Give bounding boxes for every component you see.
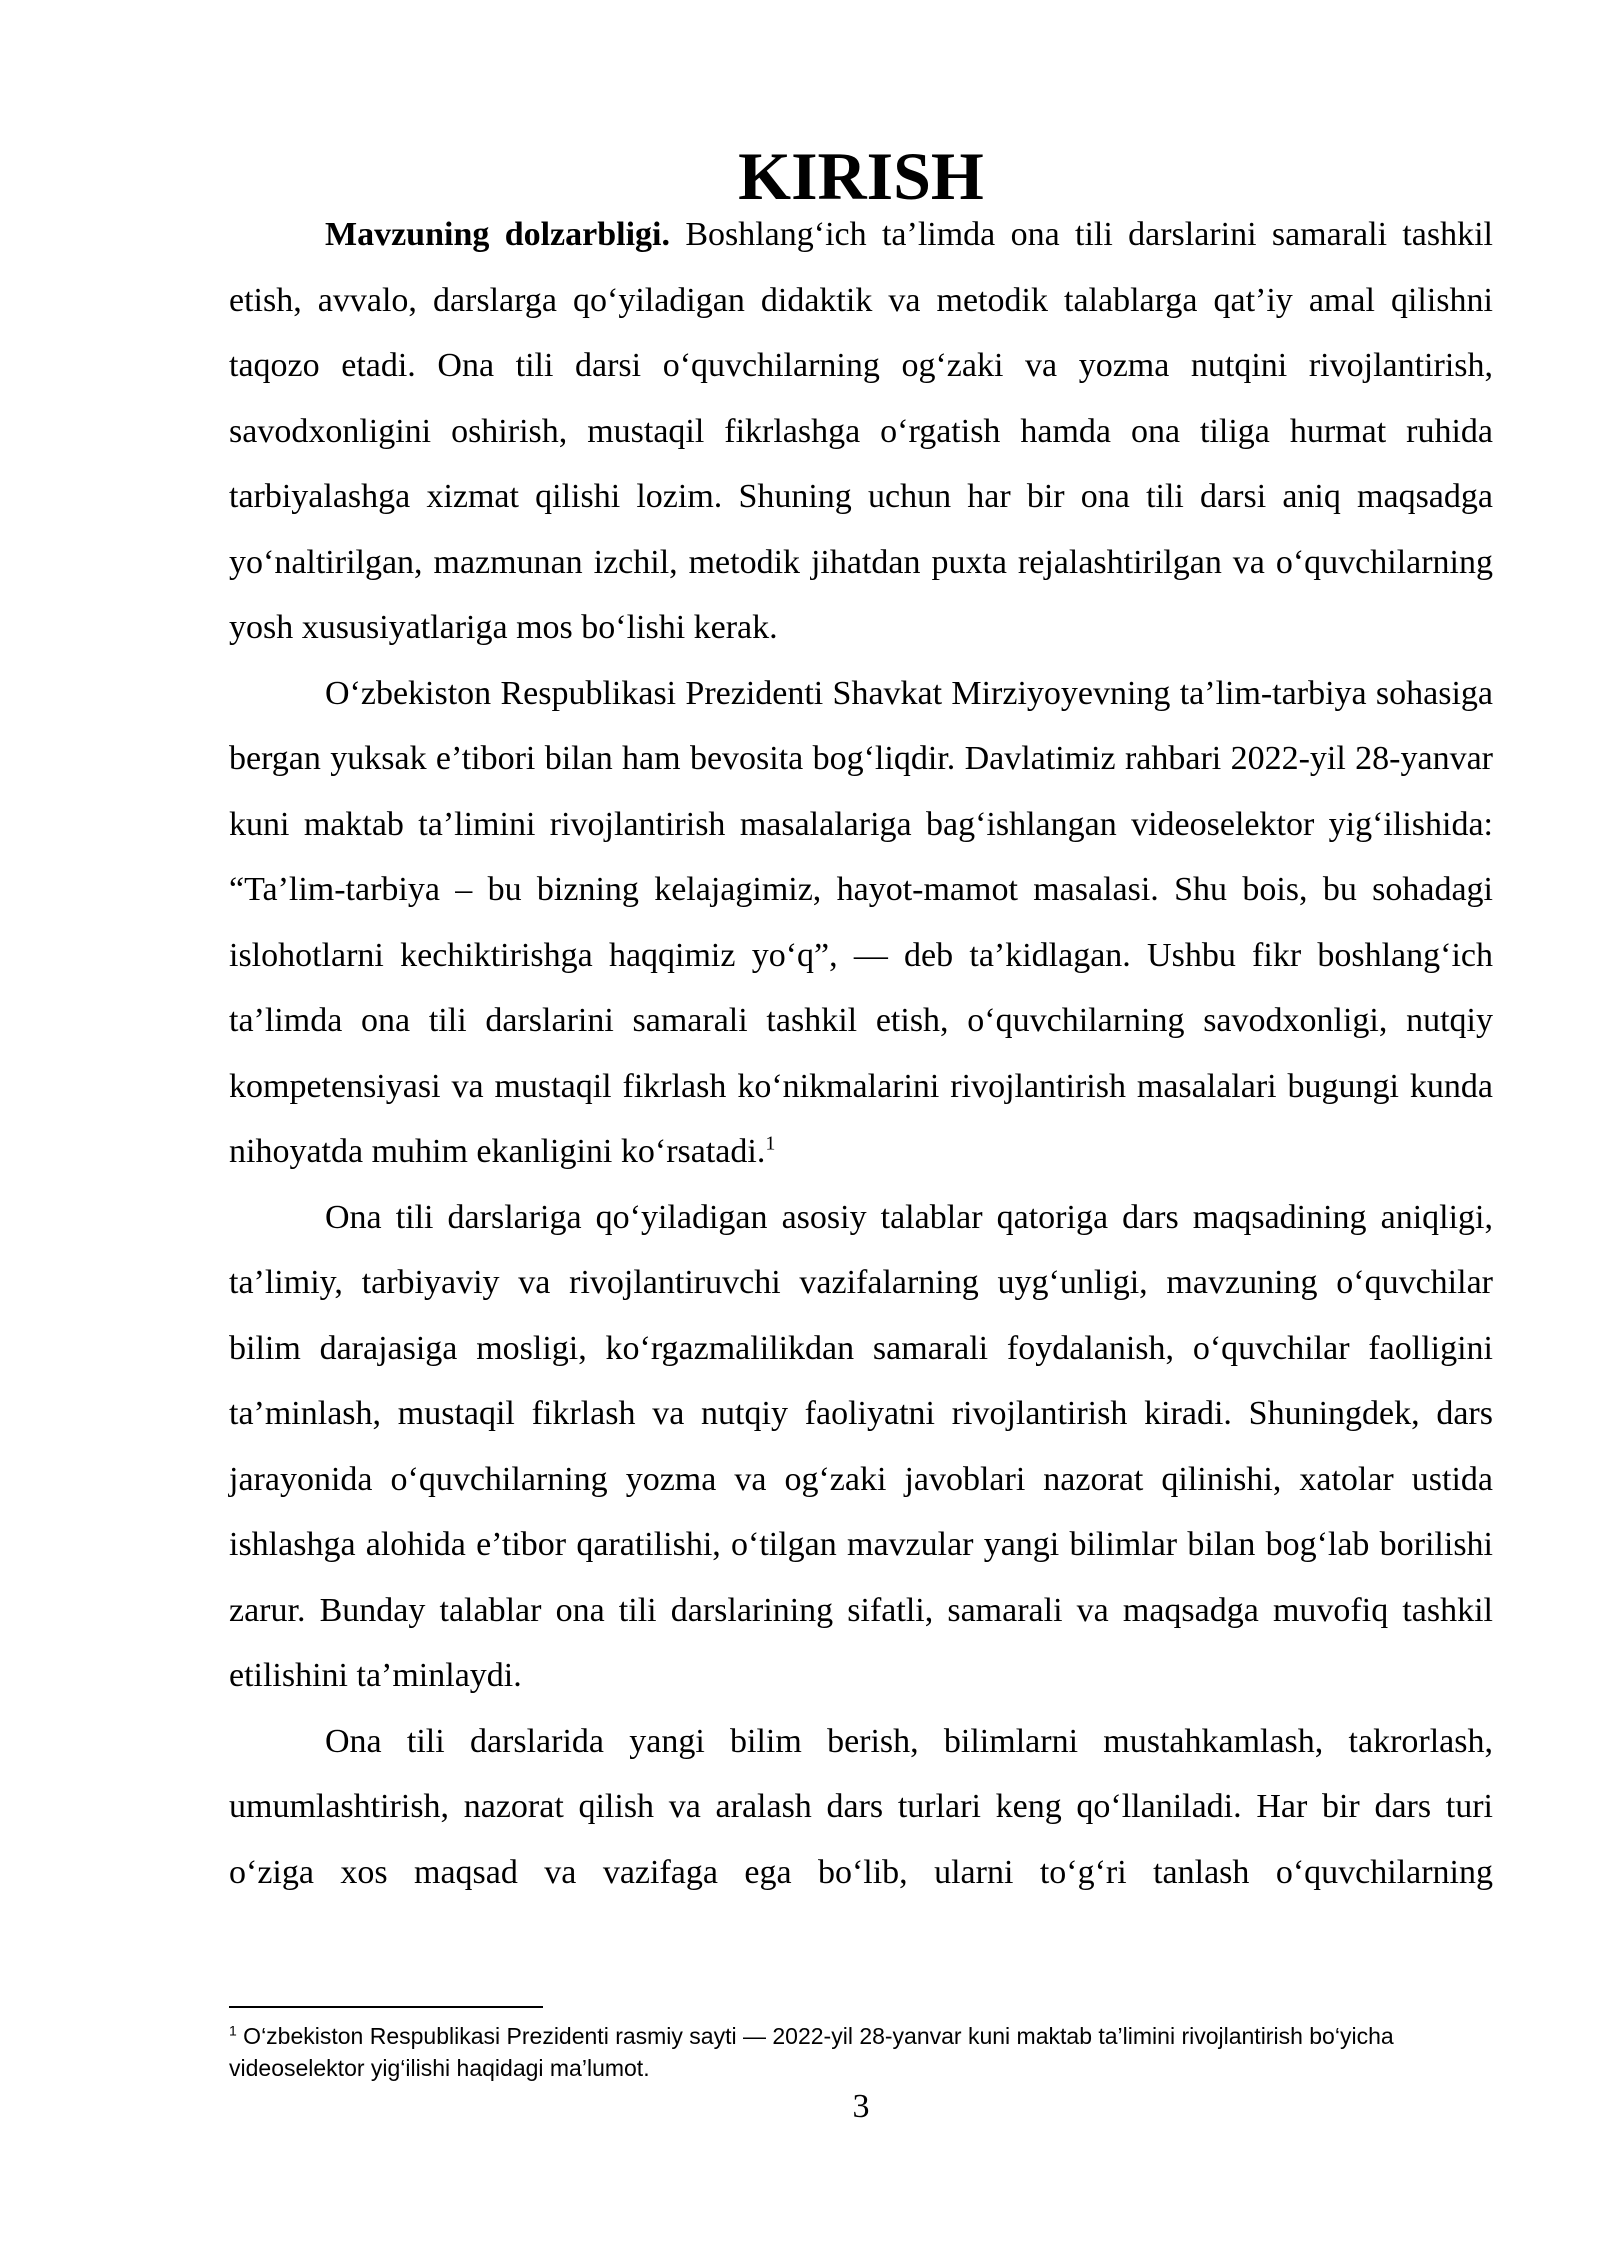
section-lead: Mavzuning dolzarbligi. (325, 216, 670, 253)
paragraph-text: Boshlang‘ich ta’limda ona tili darslarini samarali tashkil etish, avvalo, darslarga qo‘yiladigan didaktik va metodik talablarga qat’iy amal qilishni taqozo etadi. Ona tili darsi o‘quvchilarning og‘zaki va yozma nutqini rivojlantirish, savodxonligini oshirish, mustaqil fikrlashga o‘rgatish hamda ona tiliga hurmat ruhida tarbiyalashga xizmat qilishi lozim. Shuning uchun har bir ona tili darsi aniq maqsadga yo‘naltirilgan, mazmunan izchil, metodik jihatdan puxta rejalashtirilgan va o‘quvchilarning yosh xususiyatlariga mos bo‘lishi kerak. (229, 216, 1494, 646)
paragraph-text: Ona tili darslarida yangi bilim berish, bilimlarni mustahkamlash, takrorlash, umumlashtirish, nazorat qilish va aralash dars turlari keng qo‘llaniladi. Har bir dars turi o‘ziga xos maqsad va vazifaga ega bo‘lib, ularni to‘g‘ri tanlash o‘quvchilarning (229, 1722, 1493, 1891)
paragraph-requirements (229, 1185, 1493, 1709)
paragraph-text: O‘zbekiston Respublikasi Prezidenti Shavkat Mirziyoyevning ta’lim-tarbiya sohasiga bergan yuksak e’tibori bilan ham bevosita bog‘liqdir. Davlatimiz rahbari 2022-yil 28-yanvar kuni maktab ta’limini rivojlantirish masalalariga bag‘ishlangan videoselektor yig‘ilishida: “Ta’lim-tarbiya – bu bizning kelajagimiz, hayot-mamot masalasi. Shu bois, bu sohadagi islohotlarni kechiktirishga haqqimiz yo‘q”, — deb ta’kidlagan. Ushbu fikr boshlang‘ich ta’limda ona tili darslarini samarali tashkil etish, o‘quvchilarning savodxonligi, nutqiy kompetensiyasi va mustaqil fikrlash ko‘nikmalarini rivojlantirish masalalari bugungi kunda nihoyatda muhim ekanligini ko‘rsatadi. (229, 674, 1493, 1170)
paragraph-relevance (229, 202, 1493, 661)
paragraph-lesson-types (229, 1709, 1493, 1906)
footnote (229, 2020, 1493, 2084)
footnote-divider (229, 2006, 543, 2008)
paragraph-president-quote (229, 661, 1493, 1185)
footnote-reference[interactable]: 1 (765, 1132, 776, 1155)
page-body (229, 138, 1494, 1905)
paragraph-text: Ona tili darslariga qo‘yiladigan asosiy talablar qatoriga dars maqsadining aniqligi, ta’limiy, tarbiyaviy va rivojlantiruvchi vazifalarning uyg‘unligi, mavzuning o‘quvchilar bilim darajasiga mosligi, ko‘rgazmalilikdan samarali foydalanish, o‘quvchilar faolligini ta’minlash, mustaqil fikrlash va nutqiy faoliyatni rivojlantirish kiradi. Shuningdek, dars jarayonida o‘quvchilarning yozma va og‘zaki javoblari nazorat qilinishi, xatolar ustida ishlashga alohida e’tibor qaratilishi, o‘tilgan mavzular yangi bilimlar bilan bog‘lab borilishi zarur. Bunday talablar ona tili darslarining sifatli, samarali va maqsadga muvofiq tashkil etilishini ta’minlaydi. (229, 1198, 1493, 1694)
page-number: 3 (852, 2088, 870, 2125)
footnote-number: 1 (229, 2022, 237, 2039)
footnote-text: O‘zbekiston Respublikasi Prezidenti rasmiy sayti — 2022-yil 28-yanvar kuni maktab ta’limini rivojlantirish bo‘yicha videoselektor yig‘ilishi haqidagi ma’lumot. (229, 2023, 1394, 2081)
page-title: KIRISH (738, 138, 984, 214)
